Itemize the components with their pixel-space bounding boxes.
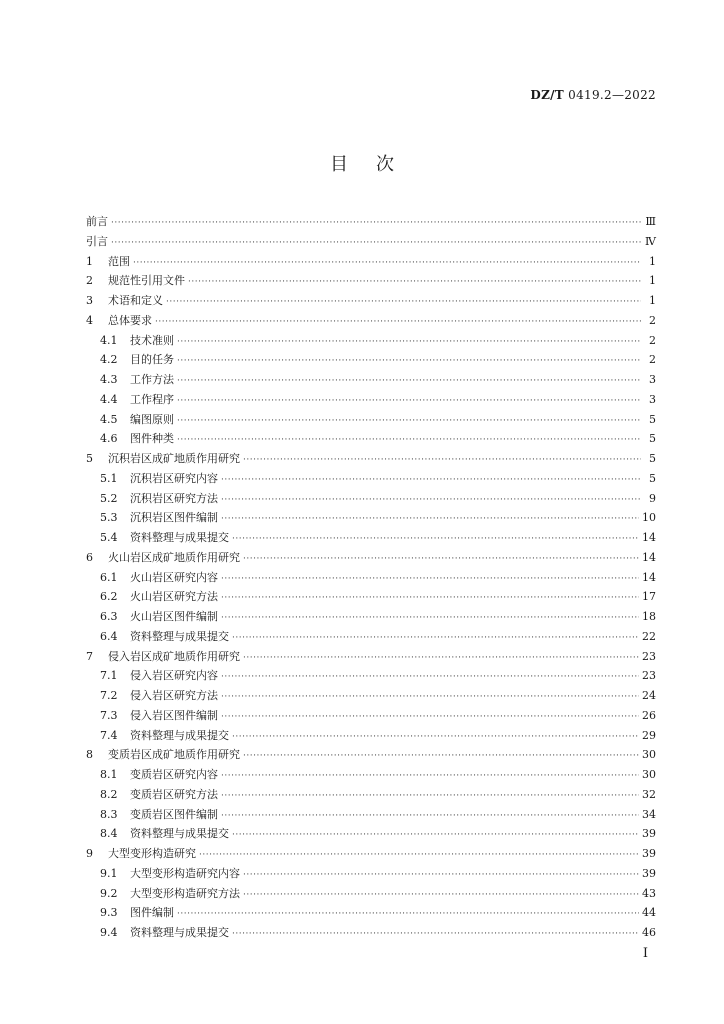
- toc-entry[interactable]: [86, 785, 656, 805]
- standard-code: [530, 88, 656, 102]
- toc-entry-label: 术语和定义: [108, 294, 163, 307]
- standard-code-prefix: DZ/T: [530, 88, 565, 102]
- toc-entry-page: 9: [649, 491, 656, 505]
- toc-leader-dots: [188, 271, 641, 293]
- toc-entry[interactable]: [86, 489, 656, 509]
- toc-entry-page: 14: [642, 550, 656, 564]
- toc-entry-label: 火山岩区研究内容: [130, 570, 218, 584]
- toc-entry[interactable]: [86, 884, 656, 904]
- toc-leader-dots: [221, 469, 641, 491]
- toc-entry-number: 6.1: [100, 570, 118, 584]
- toc-entry-number: 9: [86, 847, 93, 860]
- toc-entry[interactable]: [86, 212, 656, 232]
- toc-leader-dots: [232, 528, 639, 550]
- toc-entry-label: 沉积岩区研究方法: [130, 491, 218, 505]
- toc-entry[interactable]: [86, 805, 656, 825]
- toc-entry-page: 2: [649, 353, 656, 367]
- toc-entry-number: 7.1: [100, 669, 118, 683]
- toc-entry-label: 前言: [86, 215, 108, 228]
- toc-leader-dots: [177, 370, 641, 392]
- toc-entry-label: 规范性引用文件: [108, 274, 185, 288]
- toc-entry-number: 8: [86, 748, 93, 762]
- toc-entry[interactable]: [86, 449, 656, 469]
- toc-entry-number: 8.2: [100, 787, 118, 801]
- page-number: I: [642, 946, 648, 961]
- toc-entry[interactable]: [86, 726, 656, 746]
- toc-entry-number: 9.4: [100, 926, 118, 939]
- toc-entry[interactable]: [86, 607, 656, 627]
- toc-entry[interactable]: [86, 824, 656, 844]
- toc-entry-page: 34: [642, 807, 656, 821]
- toc-entry-label: 沉积岩区图件编制: [130, 511, 218, 525]
- toc-entry-page: 18: [642, 610, 656, 623]
- toc-leader-dots: [232, 726, 639, 748]
- toc-entry-page: 1: [649, 274, 656, 288]
- toc-entry-number: 4.5: [100, 412, 118, 426]
- toc-leader-dots: [243, 884, 639, 906]
- toc-entry-number: 7.2: [100, 689, 118, 702]
- toc-entry-label: 工作方法: [130, 373, 174, 386]
- toc-leader-dots: [221, 607, 639, 629]
- toc-entry[interactable]: [86, 647, 656, 667]
- toc-entry-label: 火山岩区图件编制: [130, 610, 218, 623]
- toc-entry[interactable]: [86, 291, 656, 311]
- toc-entry[interactable]: [86, 587, 656, 607]
- toc-entry-label: 资料整理与成果提交: [130, 629, 229, 643]
- toc-entry-page: 1: [649, 254, 656, 268]
- toc-leader-dots: [221, 568, 639, 590]
- toc-leader-dots: [243, 647, 639, 669]
- toc-leader-dots: [243, 449, 641, 471]
- toc-entry-number: 6.2: [100, 590, 118, 604]
- toc-entry-page: 5: [649, 412, 656, 426]
- toc-entry-label: 侵入岩区研究方法: [130, 689, 218, 702]
- toc-entry-page: 30: [642, 768, 656, 781]
- toc-entry-page: Ⅲ: [645, 215, 656, 228]
- toc-entry[interactable]: [86, 864, 656, 884]
- toc-entry-page: 17: [642, 590, 656, 604]
- toc-leader-dots: [199, 844, 639, 866]
- toc-entry-page: Ⅳ: [645, 234, 656, 248]
- toc-entry-page: 14: [642, 570, 656, 584]
- toc-entry[interactable]: [86, 232, 656, 252]
- toc-entry[interactable]: [86, 410, 656, 430]
- toc-leader-dots: [221, 706, 639, 728]
- toc-entry[interactable]: [86, 350, 656, 370]
- toc-entry-label: 大型变形构造研究方法: [130, 886, 240, 900]
- toc-entry-number: 5: [86, 452, 93, 465]
- toc-entry-page: 39: [642, 866, 656, 880]
- toc-entry-number: 9.1: [100, 866, 118, 880]
- toc-entry-label: 侵入岩区研究内容: [130, 669, 218, 683]
- toc-entry[interactable]: [86, 271, 656, 291]
- toc-leader-dots: [221, 785, 639, 807]
- toc-entry-label: 变质岩区研究方法: [130, 787, 218, 801]
- toc-leader-dots: [177, 429, 641, 451]
- toc-entry[interactable]: [86, 548, 656, 568]
- toc-entry[interactable]: [86, 706, 656, 726]
- toc-entry-page: 23: [642, 669, 656, 683]
- toc-entry-label: 火山岩区成矿地质作用研究: [108, 550, 240, 564]
- toc-entry-number: 1: [86, 254, 93, 268]
- toc-entry-number: 9.3: [100, 906, 118, 920]
- toc-entry-number: 4.2: [100, 353, 118, 367]
- toc-entry-label: 范围: [108, 254, 130, 268]
- toc-entry-page: 26: [642, 708, 656, 722]
- toc-leader-dots: [177, 331, 641, 353]
- toc-entry-page: 24: [642, 689, 656, 702]
- toc-entry-page: 29: [642, 728, 656, 742]
- toc-entry[interactable]: [86, 765, 656, 785]
- toc-leader-dots: [232, 824, 639, 846]
- page-title: 目次: [330, 154, 422, 175]
- toc-entry[interactable]: [86, 903, 656, 923]
- toc-leader-dots: [177, 390, 641, 412]
- toc-entry[interactable]: [86, 745, 656, 765]
- toc-leader-dots: [232, 923, 639, 945]
- toc-entry-label: 变质岩区成矿地质作用研究: [108, 748, 240, 762]
- toc-entry-label: 沉积岩区研究内容: [130, 471, 218, 485]
- toc-entry-page: 43: [642, 886, 656, 900]
- toc-entry[interactable]: [86, 666, 656, 686]
- toc-leader-dots: [221, 805, 639, 827]
- toc-entry-label: 资料整理与成果提交: [130, 827, 229, 841]
- toc-entry[interactable]: [86, 370, 656, 390]
- toc-entry-label: 编图原则: [130, 412, 174, 426]
- toc-leader-dots: [111, 232, 641, 254]
- toc-entry-page: 39: [642, 847, 656, 860]
- toc-leader-dots: [166, 291, 641, 313]
- toc-entry[interactable]: [86, 311, 656, 331]
- toc-entry[interactable]: [86, 528, 656, 548]
- toc-entry-page: 46: [642, 926, 656, 939]
- toc-entry-number: 6.3: [100, 610, 118, 623]
- toc-entry[interactable]: [86, 331, 656, 351]
- toc-entry-label: 沉积岩区成矿地质作用研究: [108, 452, 240, 465]
- toc-entry-page: 5: [649, 471, 656, 485]
- toc-entry-label: 图件编制: [130, 906, 174, 920]
- toc-entry-page: 30: [642, 748, 656, 762]
- toc-entry-page: 23: [642, 649, 656, 663]
- toc-entry-number: 6.4: [100, 629, 118, 643]
- toc-entry-label: 技术准则: [130, 333, 174, 347]
- toc-entry-number: 2: [86, 274, 93, 288]
- toc-entry[interactable]: [86, 686, 656, 706]
- toc-entry-number: 5.1: [100, 471, 118, 485]
- toc-leader-dots: [111, 212, 641, 234]
- toc-entry[interactable]: [86, 923, 656, 943]
- toc-entry-number: 4: [86, 313, 93, 327]
- toc-entry-page: 44: [642, 906, 656, 920]
- toc-entry-label: 变质岩区研究内容: [130, 768, 218, 781]
- toc-entry-label: 资料整理与成果提交: [130, 728, 229, 742]
- toc-entry-label: 变质岩区图件编制: [130, 807, 218, 821]
- toc-entry-number: 5.3: [100, 511, 118, 525]
- toc-entry-label: 资料整理与成果提交: [130, 926, 229, 939]
- toc-entry-page: 3: [649, 373, 656, 386]
- toc-leader-dots: [221, 686, 639, 708]
- toc-entry-number: 4.3: [100, 373, 118, 386]
- toc-leader-dots: [133, 252, 641, 274]
- toc-entry-number: 7.3: [100, 708, 118, 722]
- toc-entry-label: 总体要求: [108, 313, 152, 327]
- toc-entry-label: 火山岩区研究方法: [130, 590, 218, 604]
- toc-entry-page: 3: [649, 392, 656, 406]
- toc-leader-dots: [177, 903, 639, 925]
- toc-entry[interactable]: [86, 252, 656, 272]
- toc-leader-dots: [155, 311, 641, 333]
- toc-entry-label: 工作程序: [130, 392, 174, 406]
- toc-entry-number: 4.4: [100, 392, 118, 406]
- toc-entry-page: 2: [649, 313, 656, 327]
- toc-entry-page: 32: [642, 787, 656, 801]
- toc-entry-page: 5: [649, 452, 656, 465]
- toc-entry-number: 3: [86, 294, 93, 307]
- toc-entry-number: 7: [86, 649, 93, 663]
- toc-entry-number: 8.1: [100, 768, 118, 781]
- toc-entry-page: 22: [642, 629, 656, 643]
- toc-entry-number: 4.6: [100, 432, 118, 446]
- toc-entry[interactable]: [86, 390, 656, 410]
- toc-entry-number: 9.2: [100, 886, 118, 900]
- toc-leader-dots: [243, 548, 639, 570]
- toc-entry-number: 8.4: [100, 827, 118, 841]
- table-of-contents: [86, 212, 656, 943]
- standard-code-number: 0419.2—2022: [564, 88, 656, 102]
- toc-entry-page: 10: [642, 511, 656, 525]
- toc-leader-dots: [221, 587, 639, 609]
- toc-leader-dots: [221, 765, 639, 787]
- toc-entry[interactable]: [86, 469, 656, 489]
- toc-entry-label: 图件种类: [130, 432, 174, 446]
- toc-entry-number: 4.1: [100, 333, 118, 347]
- toc-entry[interactable]: [86, 568, 656, 588]
- toc-entry-label: 资料整理与成果提交: [130, 531, 229, 544]
- toc-entry[interactable]: [86, 508, 656, 528]
- toc-entry[interactable]: [86, 844, 656, 864]
- toc-entry-number: 8.3: [100, 807, 118, 821]
- toc-leader-dots: [177, 350, 641, 372]
- toc-leader-dots: [243, 864, 639, 886]
- toc-leader-dots: [232, 627, 639, 649]
- toc-entry[interactable]: [86, 627, 656, 647]
- toc-entry-number: 5.4: [100, 531, 118, 544]
- toc-leader-dots: [243, 745, 639, 767]
- toc-entry-page: 1: [649, 294, 656, 307]
- toc-entry-label: 大型变形构造研究: [108, 847, 196, 860]
- toc-entry-page: 14: [642, 531, 656, 544]
- toc-entry-label: 侵入岩区图件编制: [130, 708, 218, 722]
- toc-entry-number: 6: [86, 550, 93, 564]
- toc-entry-page: 2: [649, 333, 656, 347]
- toc-entry-label: 大型变形构造研究内容: [130, 866, 240, 880]
- toc-leader-dots: [177, 410, 641, 432]
- toc-entry-number: 7.4: [100, 728, 118, 742]
- toc-entry-label: 目的任务: [130, 353, 174, 367]
- toc-leader-dots: [221, 666, 639, 688]
- toc-leader-dots: [221, 508, 639, 530]
- toc-entry-page: 5: [649, 432, 656, 446]
- toc-entry[interactable]: [86, 429, 656, 449]
- toc-leader-dots: [221, 489, 641, 511]
- toc-entry-page: 39: [642, 827, 656, 841]
- toc-entry-label: 引言: [86, 234, 108, 248]
- toc-entry-number: 5.2: [100, 491, 118, 505]
- toc-entry-label: 侵入岩区成矿地质作用研究: [108, 649, 240, 663]
